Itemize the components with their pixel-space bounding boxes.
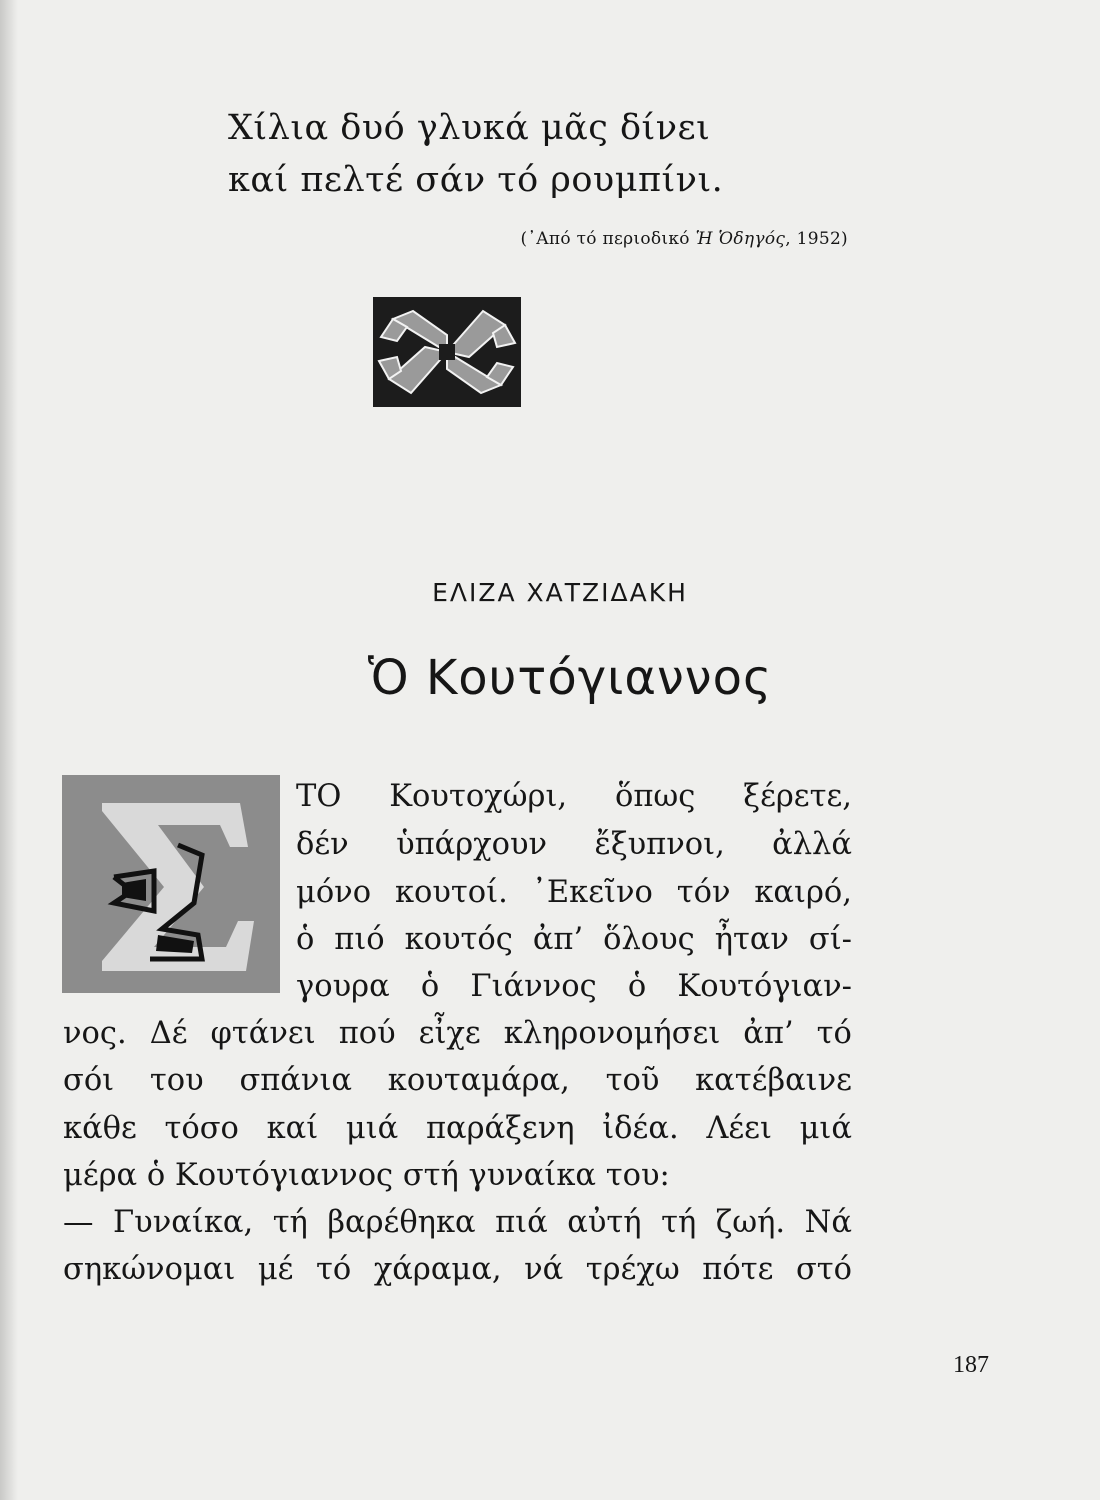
body-word: βαρέθηκα bbox=[327, 1205, 476, 1240]
body-word: κουτός bbox=[404, 922, 513, 957]
source-citation bbox=[521, 229, 848, 249]
body-word: πότε bbox=[702, 1252, 774, 1287]
page-edge-shadow bbox=[0, 0, 18, 1500]
body-word: νος. bbox=[63, 1016, 127, 1051]
body-word: Κουτόγιαν- bbox=[677, 969, 852, 1004]
body-word: πού bbox=[338, 1016, 396, 1051]
body-line bbox=[63, 1252, 852, 1287]
body-word: ὁ bbox=[296, 922, 315, 957]
body-word: ἰδέα. bbox=[602, 1111, 679, 1146]
body-word: τή bbox=[272, 1205, 308, 1240]
body-word: ξέρετε, bbox=[743, 779, 852, 814]
body-word: σί- bbox=[808, 922, 852, 957]
body-word: χάραμα, bbox=[373, 1252, 502, 1287]
body-line bbox=[296, 779, 852, 814]
poem-line: Χίλια δυό γλυκά μᾶς δίνει bbox=[228, 108, 711, 148]
body-word: κουτοί. bbox=[394, 875, 508, 910]
body-word: του bbox=[149, 1063, 204, 1098]
body-line bbox=[63, 1205, 852, 1240]
body-word: φτάνει bbox=[210, 1016, 316, 1051]
body-line bbox=[296, 922, 852, 957]
body-word: Γυναίκα, bbox=[113, 1205, 254, 1240]
body-word: ζωή. bbox=[715, 1205, 786, 1240]
body-word: νά bbox=[524, 1252, 564, 1287]
body-word: κληρονομήσει bbox=[503, 1016, 721, 1051]
source-magazine: Ἡ Ὁδηγός bbox=[695, 229, 786, 249]
body-word: εἶχε bbox=[418, 1016, 481, 1051]
body-word: Δέ bbox=[149, 1016, 188, 1051]
body-word: Γιάννος bbox=[470, 969, 597, 1004]
page-number: 187 bbox=[953, 1352, 989, 1378]
body-word: γουρα bbox=[296, 969, 390, 1004]
body-line bbox=[296, 875, 852, 910]
body-word: κουταμάρα, bbox=[387, 1063, 570, 1098]
body-word: ᾿Εκεῖνο bbox=[531, 875, 653, 910]
body-word: κάθε bbox=[63, 1111, 137, 1146]
body-line bbox=[63, 1111, 852, 1146]
source-suffix: , 1952) bbox=[785, 229, 848, 249]
body-word: ἀπ’ bbox=[743, 1016, 794, 1051]
body-word: Κουτοχώρι, bbox=[389, 779, 568, 814]
body-word: μιά bbox=[799, 1111, 852, 1146]
body-word: τοῦ bbox=[605, 1063, 660, 1098]
body-word: σπάνια bbox=[239, 1063, 352, 1098]
body-word: — bbox=[63, 1205, 94, 1240]
body-word: αὐτή bbox=[567, 1205, 642, 1240]
body-word: ΤΟ bbox=[296, 779, 342, 814]
body-word: σόι bbox=[63, 1063, 115, 1098]
body-line bbox=[63, 1016, 852, 1051]
body-word: ὁ bbox=[420, 969, 440, 1004]
body-word: δέν bbox=[296, 827, 349, 862]
body-word: πιό bbox=[334, 922, 385, 957]
body-word: μέ bbox=[257, 1252, 294, 1287]
author-name: ΕΛΙΖΑ ΧΑΤΖΙΔΑΚΗ bbox=[432, 578, 688, 607]
body-word: καιρό, bbox=[754, 875, 852, 910]
body-word: ἀπ’ bbox=[532, 922, 584, 957]
geometric-ornament-icon bbox=[373, 297, 521, 407]
body-word: τό bbox=[316, 1252, 352, 1287]
body-word: Νά bbox=[804, 1205, 852, 1240]
decorated-sigma-icon bbox=[62, 775, 280, 993]
body-word: ὁ bbox=[627, 969, 647, 1004]
body-word: τρέχω bbox=[585, 1252, 680, 1287]
body-word: κατέβαινε bbox=[695, 1063, 852, 1098]
poem-verse bbox=[228, 102, 723, 206]
body-word: παράξενη bbox=[425, 1111, 575, 1146]
body-line bbox=[63, 1063, 852, 1098]
body-word: πιά bbox=[495, 1205, 548, 1240]
body-word: στό bbox=[795, 1252, 852, 1287]
body-line: μέρα ὁ Κουτόγιαννος στή γυναίκα του: bbox=[63, 1158, 670, 1193]
body-line bbox=[296, 827, 852, 862]
body-word: μόνο bbox=[296, 875, 372, 910]
body-word: σηκώνομαι bbox=[63, 1252, 236, 1287]
body-word: τόσο bbox=[164, 1111, 239, 1146]
body-word: ὅπως bbox=[615, 779, 696, 814]
body-word: ὑπάρχουν bbox=[396, 827, 548, 862]
body-word: ἔξυπνοι, bbox=[594, 827, 725, 862]
body-word: τόν bbox=[676, 875, 731, 910]
body-word: Λέει bbox=[706, 1111, 772, 1146]
source-prefix: (᾿Από τό περιοδικό bbox=[520, 229, 696, 249]
body-word: τή bbox=[661, 1205, 697, 1240]
body-word: καί bbox=[266, 1111, 319, 1146]
body-word: ὅλους bbox=[603, 922, 695, 957]
body-word: ἦταν bbox=[714, 922, 789, 957]
body-word: ἀλλά bbox=[772, 827, 852, 862]
poem-line: καί πελτέ σάν τό ρουμπίνι. bbox=[228, 160, 724, 200]
body-line bbox=[296, 969, 852, 1004]
body-word: μιά bbox=[345, 1111, 399, 1146]
body-word: τό bbox=[816, 1016, 852, 1051]
story-title: Ὁ Κουτόγιαννος bbox=[367, 650, 773, 706]
